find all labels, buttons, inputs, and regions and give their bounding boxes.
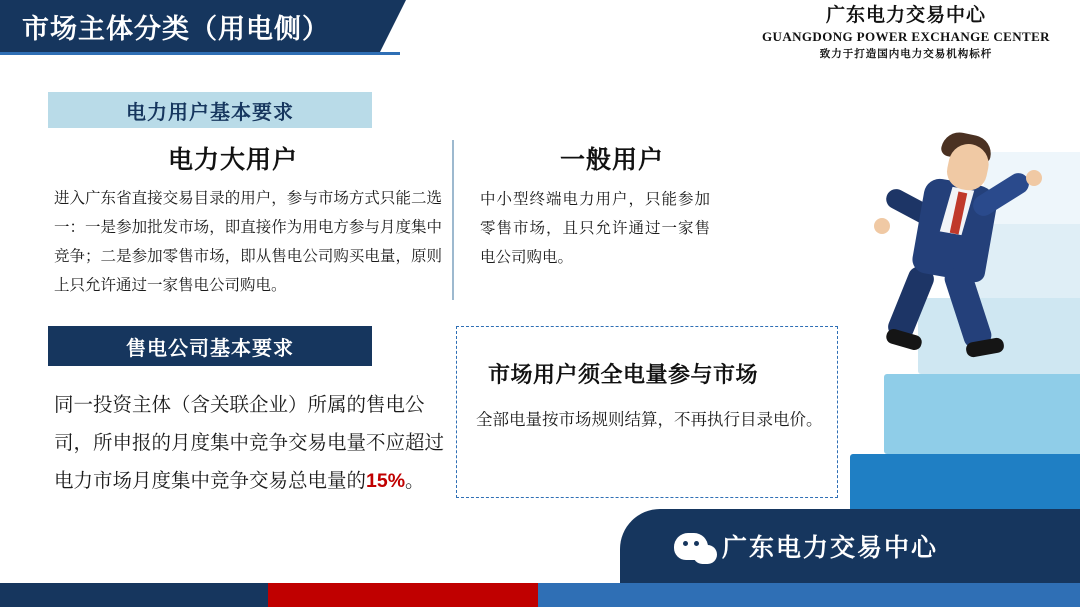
brand-slogan: 致力于打造国内电力交易机构标杆 (819, 48, 993, 60)
heading-major-user: 电力大用户 (168, 146, 299, 174)
footer-bar-segment-red (268, 583, 538, 607)
page-title: 市场主体分类（用电侧） (0, 0, 380, 52)
retailer-text-part2: 。 (405, 470, 425, 492)
wechat-icon (674, 533, 708, 560)
footer-bar-segment-navy (0, 583, 268, 607)
column-divider (452, 140, 454, 300)
retailer-text-part1: 同一投资主体（含关联企业）所属的售电公司，所申报的月度集中竞争交易电量不应超过电力市场月度集中竞争交易总电量的 (54, 394, 445, 492)
footer-account-name: 广东电力交易中心 (722, 534, 939, 562)
stairs-illustration (840, 120, 1080, 540)
title-underline-decoration (0, 52, 400, 55)
paragraph-major-user: 进入广东省直接交易目录的用户，参与市场方式只能二选一：一是参加批发市场，即直接作为用电方参与月度集中竞争；二是参加零售市场，即从售电公司购买电量，原则上只允许通过一家售电公司购电。 (54, 190, 442, 294)
title-corner-decoration (380, 0, 406, 52)
footer-wechat-badge (620, 509, 1080, 583)
wechat-bubble-shape (693, 545, 717, 564)
brand-name-cn: 广东电力交易中心 (825, 5, 986, 26)
brand-block (756, 4, 1056, 62)
retailer-highlight-value: 15% (366, 470, 406, 492)
heading-general-user: 一般用户 (560, 146, 665, 174)
person-back-shoe (885, 327, 924, 351)
person-front-hand (1026, 170, 1042, 186)
stair-step-2 (884, 374, 1080, 454)
section-band-retailer-requirements: 售电公司基本要求 (48, 326, 372, 366)
businessman-illustration (862, 126, 1052, 386)
person-back-hand (874, 218, 890, 234)
paragraph-retailer-requirements (54, 386, 446, 500)
footer-bar-segment-blue (538, 583, 1080, 607)
section-band-user-requirements: 电力用户基本要求 (48, 92, 372, 128)
footer-color-bar (0, 583, 1080, 607)
paragraph-general-user: 中小型终端电力用户，只能参加零售市场，且只允许通过一家售电公司购电。 (480, 191, 710, 266)
callout-body: 全部电量按市场规则结算，不再执行目录电价。 (476, 411, 823, 429)
callout-title: 市场用户须全电量参与市场 (488, 362, 759, 387)
person-front-leg (942, 264, 994, 351)
brand-name-en: GUANGDONG POWER EXCHANGE CENTER (762, 29, 1050, 44)
